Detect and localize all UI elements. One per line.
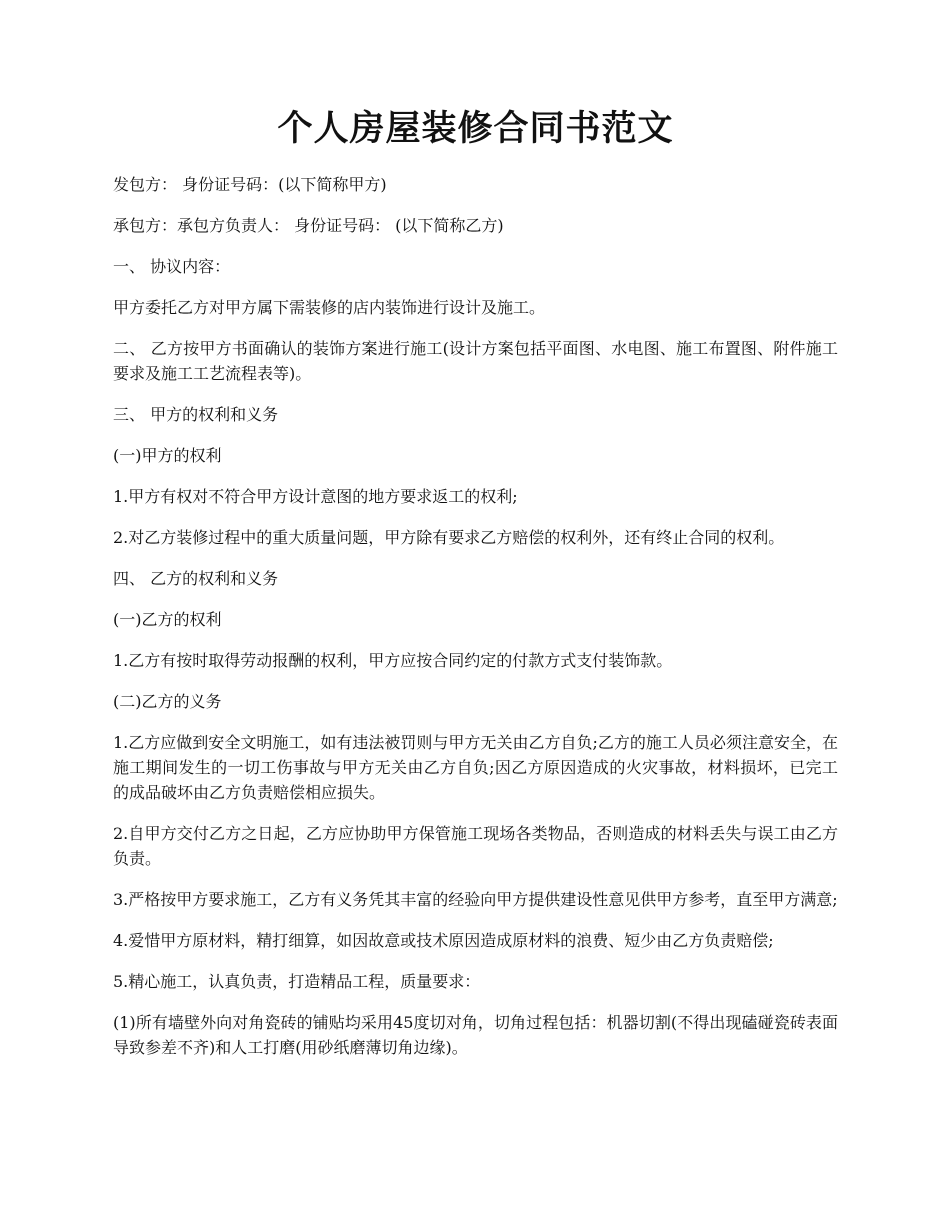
clause-party-a-right-2: 2.对乙方装修过程中的重大质量问题，甲方除有要求乙方赔偿的权利外，还有终止合同的权利。 — [113, 528, 785, 547]
clause-party-b-duty-5: 5.精心施工，认真负责，打造精品工程，质量要求： — [113, 972, 481, 991]
paragraph-agreement-content: 甲方委托乙方对甲方属下需装修的店内装饰进行设计及施工。 — [113, 298, 546, 317]
clause-party-a-right-1: 1.甲方有权对不符合甲方设计意图的地方要求返工的权利; — [113, 487, 518, 506]
clause-party-b-duty-2: 2.自甲方交付乙方之日起，乙方应协助甲方保管施工现场各类物品，否则造成的材料丢失与误工由乙方负责。 — [113, 824, 838, 868]
document-title: 个人房屋装修合同书范文 — [277, 108, 674, 149]
section-construction-plan: 二、 乙方按甲方书面确认的装饰方案进行施工(设计方案包括平面图、水电图、施工布置图、附件施工要求及施工工艺流程表等)。 — [113, 339, 838, 383]
document-page — [113, 108, 838, 1076]
subheading-party-a-rights: (一)甲方的权利 — [113, 446, 222, 465]
clause-party-b-duty-3: 3.严格按甲方要求施工，乙方有义务凭其丰富的经验向甲方提供建设性意见供甲方参考，直至甲方满意; — [113, 890, 838, 909]
clause-party-b-duty-4: 4.爱惜甲方原材料，精打细算，如因故意或技术原因造成原材料的浪费、短少由乙方负责赔偿; — [113, 931, 774, 950]
section-heading-agreement: 一、 协议内容： — [113, 257, 231, 276]
subheading-party-b-rights: (一)乙方的权利 — [113, 610, 222, 629]
clause-party-b-right-1: 1.乙方有按时取得劳动报酬的权利，甲方应按合同约定的付款方式支付装饰款。 — [113, 651, 673, 670]
paragraph-party-a: 发包方： 身份证号码：(以下简称甲方) — [113, 175, 387, 194]
clause-party-b-duty-1: 1.乙方应做到安全文明施工，如有违法被罚则与甲方无关由乙方自负;乙方的施工人员必须注意安全，在施工期间发生的一切工伤事故与甲方无关由乙方自负;因乙方原因造成的火灾事故，材料损坏，已完工的成品破坏由乙方负责赔偿相应损失。 — [113, 733, 838, 802]
section-heading-party-b-rights: 四、 乙方的权利和义务 — [113, 569, 279, 588]
clause-quality-requirement-1: (1)所有墙壁外向对角瓷砖的铺贴均采用45度切对角，切角过程包括：机器切割(不得出现磕碰瓷砖表面导致参差不齐)和人工打磨(用砂纸磨薄切角边缘)。 — [113, 1013, 838, 1057]
paragraph-party-b: 承包方：承包方负责人： 身份证号码： (以下简称乙方) — [113, 216, 504, 235]
section-heading-party-a-rights: 三、 甲方的权利和义务 — [113, 405, 279, 424]
subheading-party-b-duties: (二)乙方的义务 — [113, 692, 222, 711]
